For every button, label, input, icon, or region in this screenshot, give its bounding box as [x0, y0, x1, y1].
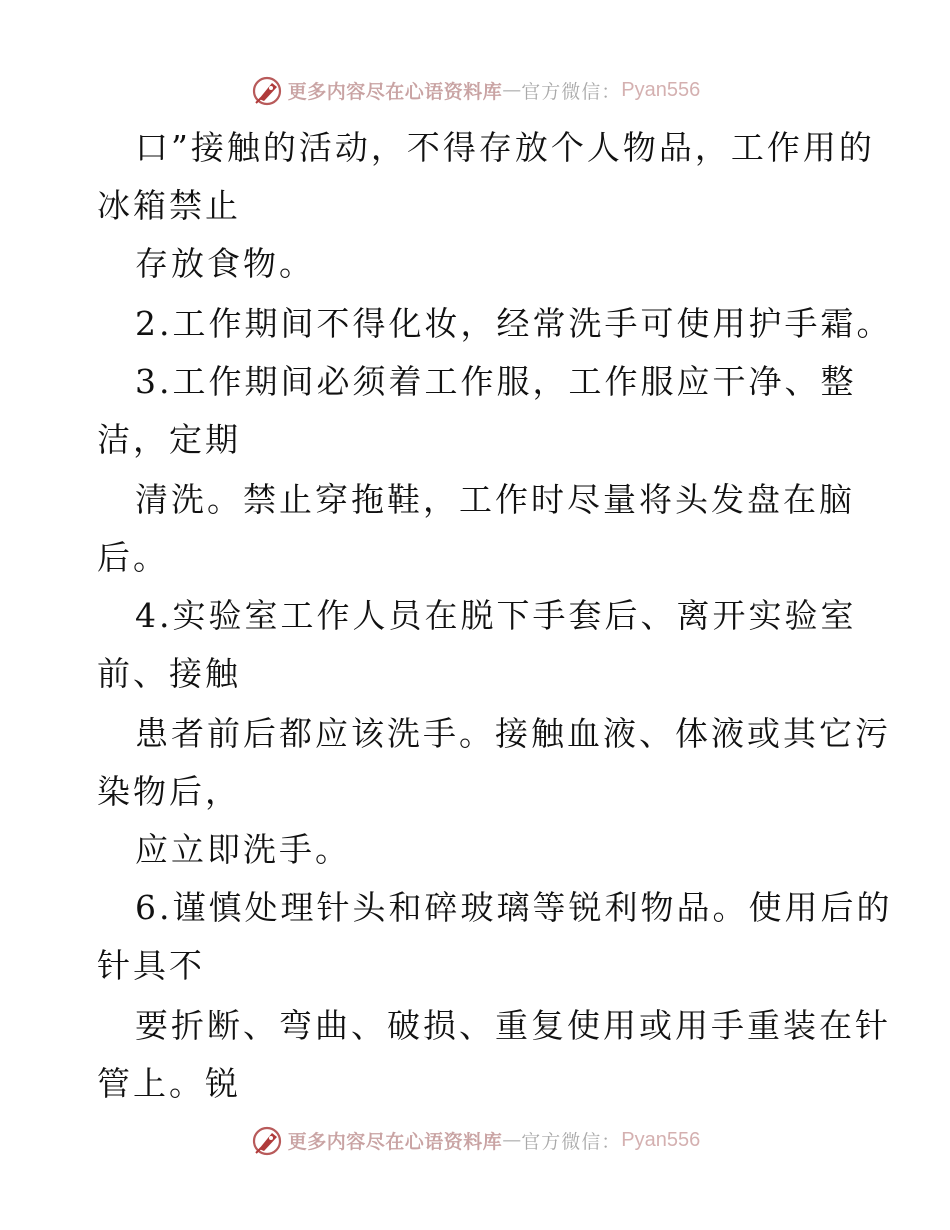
watermark-wechat-label: 官方微信： — [521, 1130, 622, 1153]
watermark-wechat-label: 官方微信： — [521, 80, 622, 103]
body-line: 2.工作期间不得化妆，经常洗手可使用护手霜。 — [135, 304, 893, 343]
watermark-wechat-id: Pyan556 — [621, 1128, 701, 1151]
watermark-dash: — — [502, 1129, 522, 1151]
body-line: 存放食物。 — [135, 244, 315, 283]
watermark-wechat-id: Pyan556 — [621, 78, 701, 101]
watermark-dash: — — [502, 79, 522, 101]
body-line: 冰箱禁止 — [97, 186, 241, 225]
body-line: 染物后， — [97, 772, 241, 811]
body-line: 应立即洗手。 — [135, 830, 351, 869]
pen-nib-circle-icon — [250, 73, 284, 107]
body-line: 前、接触 — [97, 654, 241, 693]
body-line: 后。 — [97, 538, 169, 577]
body-line: 口”接触的活动，不得存放个人物品，工作用的 — [135, 128, 875, 167]
footer-watermark — [0, 1120, 950, 1160]
pen-nib-circle-icon — [250, 1123, 284, 1157]
body-line: 要折断、弯曲、破损、重复使用或用手重装在针 — [135, 1006, 891, 1045]
watermark-site-name: 更多内容尽在心语资料库 — [287, 80, 503, 103]
body-line: 针具不 — [97, 946, 205, 985]
body-line: 3.工作期间必须着工作服，工作服应干净、整 — [135, 362, 857, 401]
watermark-site-name: 更多内容尽在心语资料库 — [287, 1130, 503, 1153]
body-line: 患者前后都应该洗手。接触血液、体液或其它污 — [135, 714, 891, 753]
header-watermark — [0, 70, 950, 110]
body-line: 清洗。禁止穿拖鞋，工作时尽量将头发盘在脑 — [135, 480, 855, 519]
body-line: 4.实验室工作人员在脱下手套后、离开实验室 — [135, 596, 857, 635]
body-line: 洁，定期 — [97, 420, 241, 459]
body-line: 管上。锐 — [97, 1064, 241, 1103]
body-line: 6.谨慎处理针头和碎玻璃等锐利物品。使用后的 — [135, 888, 893, 927]
